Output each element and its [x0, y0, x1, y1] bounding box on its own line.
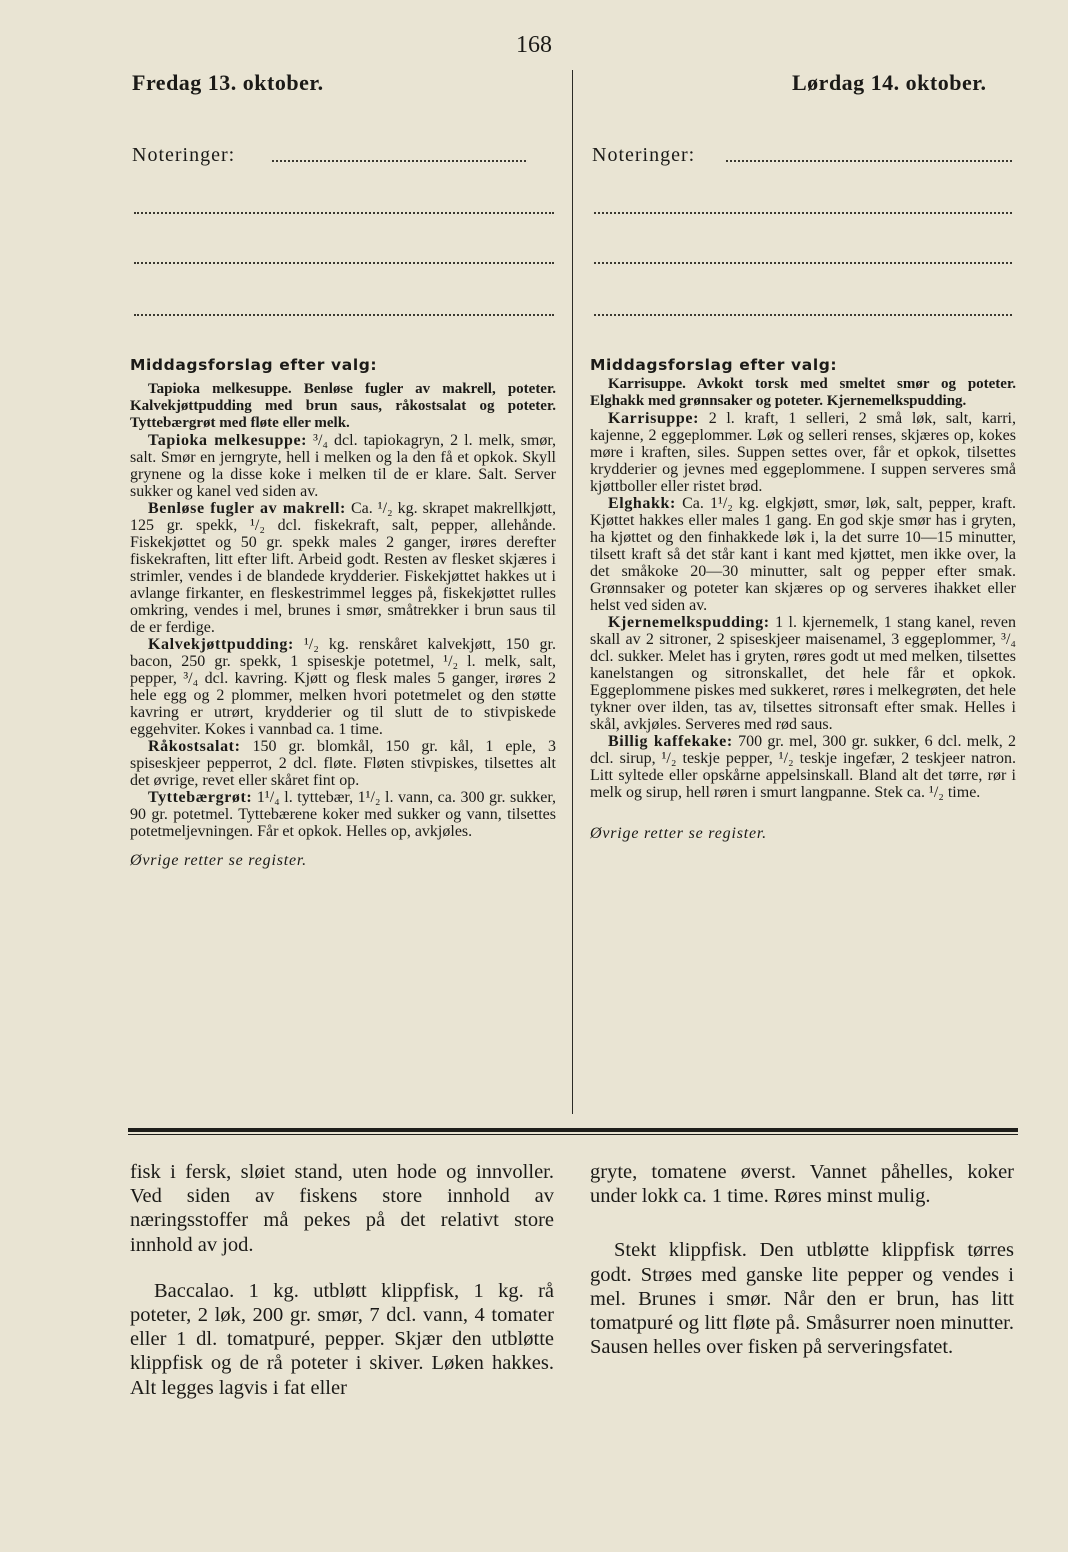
recipe-text: 1¹/₄ l. tyttebær, 1¹/₂ l. vann, ca. 300 gr. sukker, 90 gr. potetmel. Tyttebærene koker med sukker og vann, tilsettes potetmeljevningen. Får et opkok. Helles op, avkjøles.: [130, 789, 557, 840]
left-day-title: Fredag 13. oktober.: [132, 70, 324, 95]
fish-intro-text: fisk i fersk, sløiet stand, uten hode og innvoller. Ved siden av fiskens store innhold av næringsstoffer må pekes på det relativt store innhold av jod.: [130, 1161, 554, 1256]
recipe-name: Tapioka melkesuppe:: [148, 432, 308, 449]
recipe-name: Kjernemelkspudding:: [608, 614, 770, 631]
column-divider: [572, 70, 573, 1114]
right-day-title: Lørdag 14. oktober.: [792, 70, 987, 95]
recipe-paragraph: [590, 410, 1016, 495]
right-menu-heading: Middagsforslag efter valg:: [590, 356, 838, 374]
left-notes-line-3: [134, 262, 554, 264]
recipe-name: Kalvekjøttpudding:: [148, 636, 294, 653]
recipe-name: Benløse fugler av makrell:: [148, 500, 346, 517]
recipe-paragraph: [130, 789, 556, 840]
section-rule-thin: [128, 1134, 1018, 1135]
recipe-text: 2 l. kraft, 1 selleri, 2 små løk, salt, karri, kajenne, 2 eggeplommer. Løk og selleri renses, skjæres op, kokes møre i kraften, siles. Suppen settes over, får et opkok, tilsettes krydderier og jevnes med eggeplommene. I suppen serveres små kjøttboller eller ristet brød.: [590, 410, 1016, 495]
bottom-left-column: [130, 1160, 554, 1400]
left-notes-label: Noteringer:: [132, 144, 236, 166]
recipe-text: Ca. ¹/₂ kg. skrapet makrellkjøtt, 125 gr. spekk, ¹/₂ dcl. fiskekraft, salt, pepper, allehånde. Fiskekjøttet og 50 gr. spekk males 2 ganger, irøres derefter fiskekraften, litt efter lift. Arbeid godt. Resten av flesket skjæres i strimler, vendes i de blandede krydderier. Fiskekjøttet hakkes ut i avlange firkanter, en fleskestrimmel legges på, fiskekjøttet rulles omkring, vendes i mel, brunes i smør, småtrekker i brun saus til de er ferdige.: [130, 500, 556, 636]
recipe-name: Elghakk:: [608, 495, 676, 512]
right-notes-line-4: [594, 314, 1012, 316]
recipe-text: 1 l. kjernemelk, 1 stang kanel, reven skall av 2 sitroner, 2 spiseskjeer maisenamel, 3 eggeplommer, ³/₄ dcl. sukker. Melet has i gryten, røres godt ut med melken, tilsettes kanelstangen og sitronskallet, det hele får et opkok. Eggeplommene piskes med sukkeret, røres i melkegrøten, det hele tykner over ilden, tas av, tilsettes sitronsaft efter smak. Helles i skål, avkjøles. Serveres med rød saus.: [590, 614, 1017, 733]
right-register-note: Øvrige retter se register.: [590, 825, 767, 842]
recipe-paragraph: [590, 733, 1016, 801]
right-notes-label: Noteringer:: [592, 144, 696, 166]
right-notes-line-2: [594, 212, 1012, 214]
section-rule: [128, 1128, 1018, 1132]
baccalao-name: Baccalao.: [154, 1279, 235, 1302]
recipe-paragraph: [590, 614, 1016, 733]
recipe-name: Billig kaffekake:: [608, 733, 733, 750]
recipe-paragraph: [130, 500, 556, 636]
recipe-paragraph: [130, 636, 556, 738]
recipe-name: Råkostsalat:: [148, 738, 241, 755]
right-notes-line-1: [726, 160, 1012, 162]
recipe-text: 150 gr. blomkål, 150 gr. kål, 1 eple, 3 spiseskjeer pepperrot, 2 dcl. fløte. Fløten stivpiskes, tilsettes alt det øvrige, revet eller skåret fint op.: [130, 738, 557, 789]
recipe-text: 700 gr. mel, 300 gr. sukker, 6 dcl. melk, 2 dcl. sirup, ¹/₂ teskje pepper, ¹/₂ teskje ingefær, 2 teskjeer natron. Litt syltede eller opskårne appelsinskall. Bland alt det tørre, rør i melk og sirup, hell røren i smurt langpanne. Stek ca. ¹/₂ time.: [590, 733, 1016, 801]
stekt-klippfisk-text: Den utbløtte klippfisk tørres godt. Strøes med ganske lite pepper og vendes i mel. Brunes i smør. Når den er brun, has litt tomatpuré og litt fløte på. Småsurrer noen minutter. Sausen helles over fisken på serveringsfatet.: [590, 1239, 1014, 1359]
stekt-klippfisk-name: Stekt klippfisk.: [614, 1239, 747, 1262]
recipe-text: ³/₄ dcl. tapiokagryn, 2 l. melk, smør, salt. Smør en jerngryte, hell i melken og la den få et opkok. Skyll grynene og la disse koke i melken til de er klare. Salt. Server sukker og kanel ved siden av.: [130, 432, 557, 500]
recipe-paragraph: [590, 495, 1016, 614]
recipe-paragraph: [130, 432, 556, 500]
left-notes-line-4: [134, 314, 554, 316]
recipe-name: Karrisuppe:: [608, 410, 700, 427]
bottom-right-column: [590, 1160, 1014, 1359]
recipe-text: ¹/₂ kg. renskåret kalvekjøtt, 150 gr. bacon, 250 gr. spekk, 1 spiseskje potetmel, ¹/₂ l. melk, salt, pepper, ³/₄ dcl. kavring. Kjøtt og flesk males 5 ganger, irøres 2 hele egg og 2 plommer, melken hvori potetmelet og den støtte kavring er utrørt, krydderier og til slutt de to stivpiskede eggehviter. Kokes i vannbad ca. 1 time.: [130, 636, 556, 738]
right-menu-list: Karrisuppe. Avkokt torsk med smeltet smør og poteter. Elghakk med grønnsaker og poteter. Kjernemelkspudding.: [590, 376, 1016, 409]
page-number: 168: [516, 32, 552, 58]
baccalao-text: 1 kg. utbløtt klippfisk, 1 kg. rå poteter, 2 løk, 200 gr. smør, 7 dcl. vann, 4 tomater eller 1 dl. tomatpuré, pepper. Skjær den utbløtte klippfisk og de rå poteter i skiver. Løken hakkes. Alt legges lagvis i fat eller: [130, 1279, 554, 1399]
stekt-klippfisk-paragraph: [590, 1238, 1014, 1359]
left-menu-heading: Middagsforslag efter valg:: [130, 356, 378, 374]
left-register-note: Øvrige retter se register.: [130, 852, 307, 869]
baccalao-paragraph: [130, 1279, 554, 1400]
left-recipes: [130, 381, 556, 869]
left-menu-list: Tapioka melkesuppe. Benløse fugler av makrell, poteter. Kalvekjøttpudding med brun saus, råkostsalat og poteter. Tyttebærgrøt med fløte eller melk.: [130, 381, 556, 431]
left-notes-line-2: [134, 212, 554, 214]
recipe-text: Ca. 1¹/₂ kg. elgkjøtt, smør, løk, salt, pepper, kraft. Kjøttet hakkes eller males 1 gang. En god skje smør has i gryten, ha kjøttet og den finhakkede løk i, la det surre 10—15 minutter, tilsett kraft så det står kant i kant med kjøttet, men ikke over, la det småkoke 20—30 minutter, salt og pepper efter smak. Grønnsaker og poteter kan skjæres op og serveres ihakket eller helst ved siden av.: [590, 495, 1017, 614]
left-notes-line-1: [272, 160, 526, 162]
recipe-name: Tyttebærgrøt:: [148, 789, 253, 806]
right-recipes: [590, 376, 1016, 842]
right-notes-line-3: [594, 262, 1012, 264]
recipe-paragraph: [130, 738, 556, 789]
baccalao-continued-text: gryte, tomatene øverst. Vannet påhelles, koker under lokk ca. 1 time. Røres minst mulig.: [590, 1161, 1014, 1208]
